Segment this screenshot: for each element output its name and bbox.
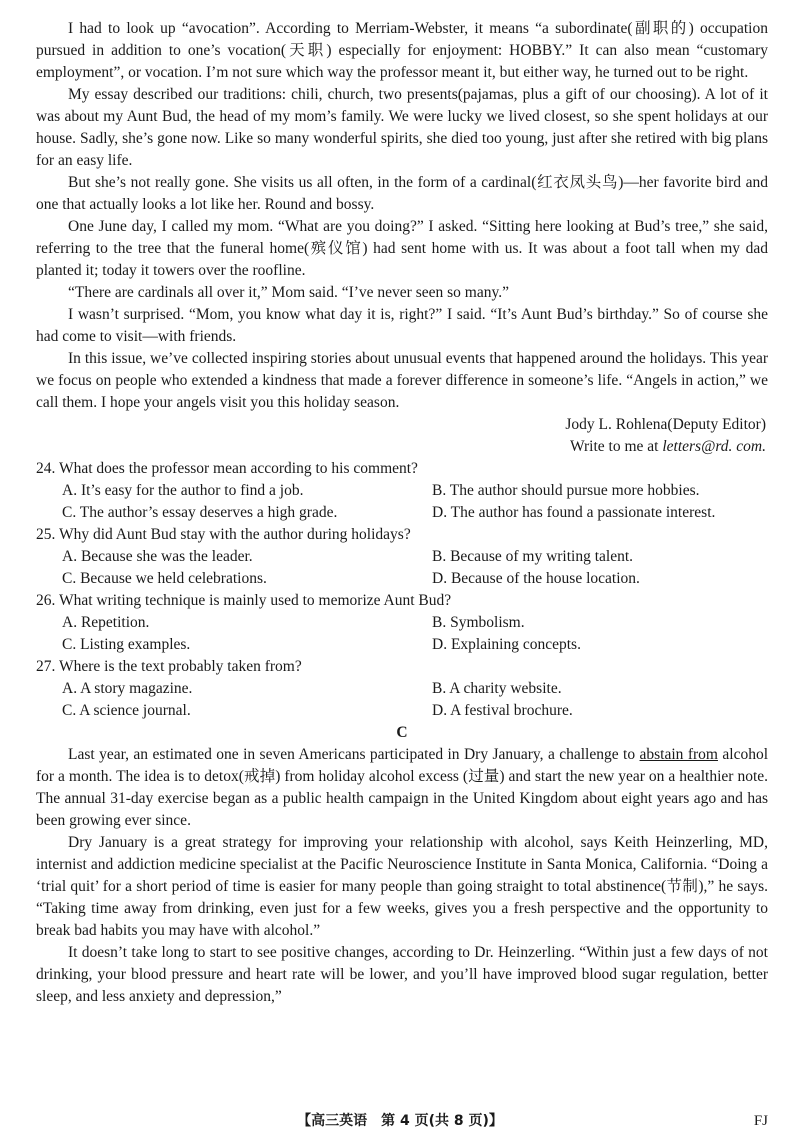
question-26 (36, 590, 768, 656)
paragraph-text: Last year, an estimated one in seven Americans participated in Dry January, a challenge to (68, 746, 640, 763)
passage-b-paragraph-7: In this issue, we’ve collected inspiring stories about unusual events that happened around the holidays. This year we focus on people who extended a kindness that made a forever difference in someone’s life. “Angels in action,” we call them. I hope your angels visit you this holiday season. (36, 350, 768, 411)
question-options (36, 612, 768, 656)
option-b: B. The author should pursue more hobbies. (432, 482, 700, 499)
option-a: A. Repetition. (62, 614, 150, 631)
option-d: D. The author has found a passionate interest. (432, 504, 716, 521)
text-area (36, 18, 768, 1008)
option-c: C. The author’s essay deserves a high grade. (62, 504, 338, 521)
passage-b-paragraph-1: I had to look up “avocation”. According to Merriam-Webster, it means “a subordinate(副职的) occupation pursued in addition to one’s vocation(天职) especially for enjoyment: HOBBY.” It can also mean “customary employment”, or vocation. I’m not sure which way the professor meant it, but either way, he turned out to be right. (36, 20, 768, 81)
option-a: A. A story magazine. (62, 680, 193, 697)
option-c: C. Listing examples. (62, 636, 191, 653)
section-c-paragraph-2: Dry January is a great strategy for improving your relationship with alcohol, says Keith Heinzerling, MD, internist and addiction medicine specialist at the Pacific Neuroscience Institute in Santa Monica, California. “Doing a ‘trial quit’ for a short period of time is easier for many people than going straight to total abstinence(节制),” he says. “Taking time away from drinking, even just for a few weeks, gives you a fresh perspective and the opportunity to break bad habits you may have with alcohol.” (36, 834, 768, 939)
section-c-heading: C (396, 724, 408, 741)
option-c: C. Because we held celebrations. (62, 570, 267, 587)
passage-b-paragraph-5: “There are cardinals all over it,” Mom said. “I’ve never seen so many.” (68, 284, 509, 301)
question-25 (36, 524, 768, 590)
option-d: D. Because of the house location. (432, 570, 640, 587)
passage-b-paragraph-3: But she’s not really gone. She visits us all often, in the form of a cardinal(红衣凤头鸟)—her favorite bird and one that actually looks a lot like her. Round and bossy. (36, 174, 768, 213)
question-27 (36, 656, 768, 722)
question-24 (36, 458, 768, 524)
question-stem: 25. Why did Aunt Bud stay with the author during holidays? (36, 526, 411, 543)
option-d: D. A festival brochure. (432, 702, 573, 719)
signature-prefix: Write to me at (570, 438, 663, 455)
passage-b-paragraph-4: One June day, I called my mom. “What are you doing?” I asked. “Sitting here looking at Bud’s tree,” she said, referring to the tree that the funeral home(殡仪馆) had sent home with us. It was about a foot tall when my dad planted it; today it towers over the roofline. (36, 218, 768, 279)
question-options (36, 480, 768, 524)
question-options (36, 546, 768, 590)
passage-b-paragraph-2: My essay described our traditions: chili, church, two presents(pajamas, plus a gift of our choosing). A lot of it was about my Aunt Bud, the head of my mom’s family. We were lucky we lived closest, so she spent holidays at our house. Sadly, she’s gone now. Like so many wonderful spirits, she died too young, just after she retired with big plans for an easy life. (36, 86, 768, 169)
underlined-phrase: abstain from (639, 746, 718, 763)
footer-page-label: 【高三英语 第 4 页(共 8 页)】 (297, 1113, 503, 1129)
option-b: B. Because of my writing talent. (432, 548, 634, 565)
option-a: A. Because she was the leader. (62, 548, 253, 565)
option-a: A. It’s easy for the author to find a job. (62, 482, 304, 499)
question-options (36, 678, 768, 722)
option-d: D. Explaining concepts. (432, 636, 581, 653)
option-c: C. A science journal. (62, 702, 191, 719)
question-stem: 26. What writing technique is mainly used to memorize Aunt Bud? (36, 592, 452, 609)
option-b: B. A charity website. (432, 680, 562, 697)
footer-code: FJ (753, 1113, 768, 1129)
signature-name: Jody L. Rohlena(Deputy Editor) (565, 416, 766, 433)
paragraph-text: alcohol for a month. The idea is to detox(戒掉) from holiday alcohol excess (过量) and start the new year on a healthier note. The annual 31-day exercise began as a public health campaign in the United Kingdom about eight years ago and has been growing ever since. (36, 746, 769, 829)
signature-email: letters@rd. com. (662, 438, 766, 455)
signature-contact (36, 436, 768, 458)
passage-b-paragraph-6: I wasn’t surprised. “Mom, you know what day it is, right?” I said. “It’s Aunt Bud’s birthday.” So of course she had come to visit—with friends. (36, 306, 768, 345)
section-c-paragraph-1 (36, 744, 768, 832)
section-c-paragraph-3: It doesn’t take long to start to see positive changes, according to Dr. Heinzerling. “Within just a few days of not drinking, your blood pressure and heart rate will be lower, and you’ll have improved blood sugar regulation, better sleep, and less anxiety and depression,” (36, 944, 768, 1005)
question-stem: 24. What does the professor mean according to his comment? (36, 460, 418, 477)
page-footer (0, 1110, 800, 1134)
option-b: B. Symbolism. (432, 614, 525, 631)
question-stem: 27. Where is the text probably taken from? (36, 658, 302, 675)
